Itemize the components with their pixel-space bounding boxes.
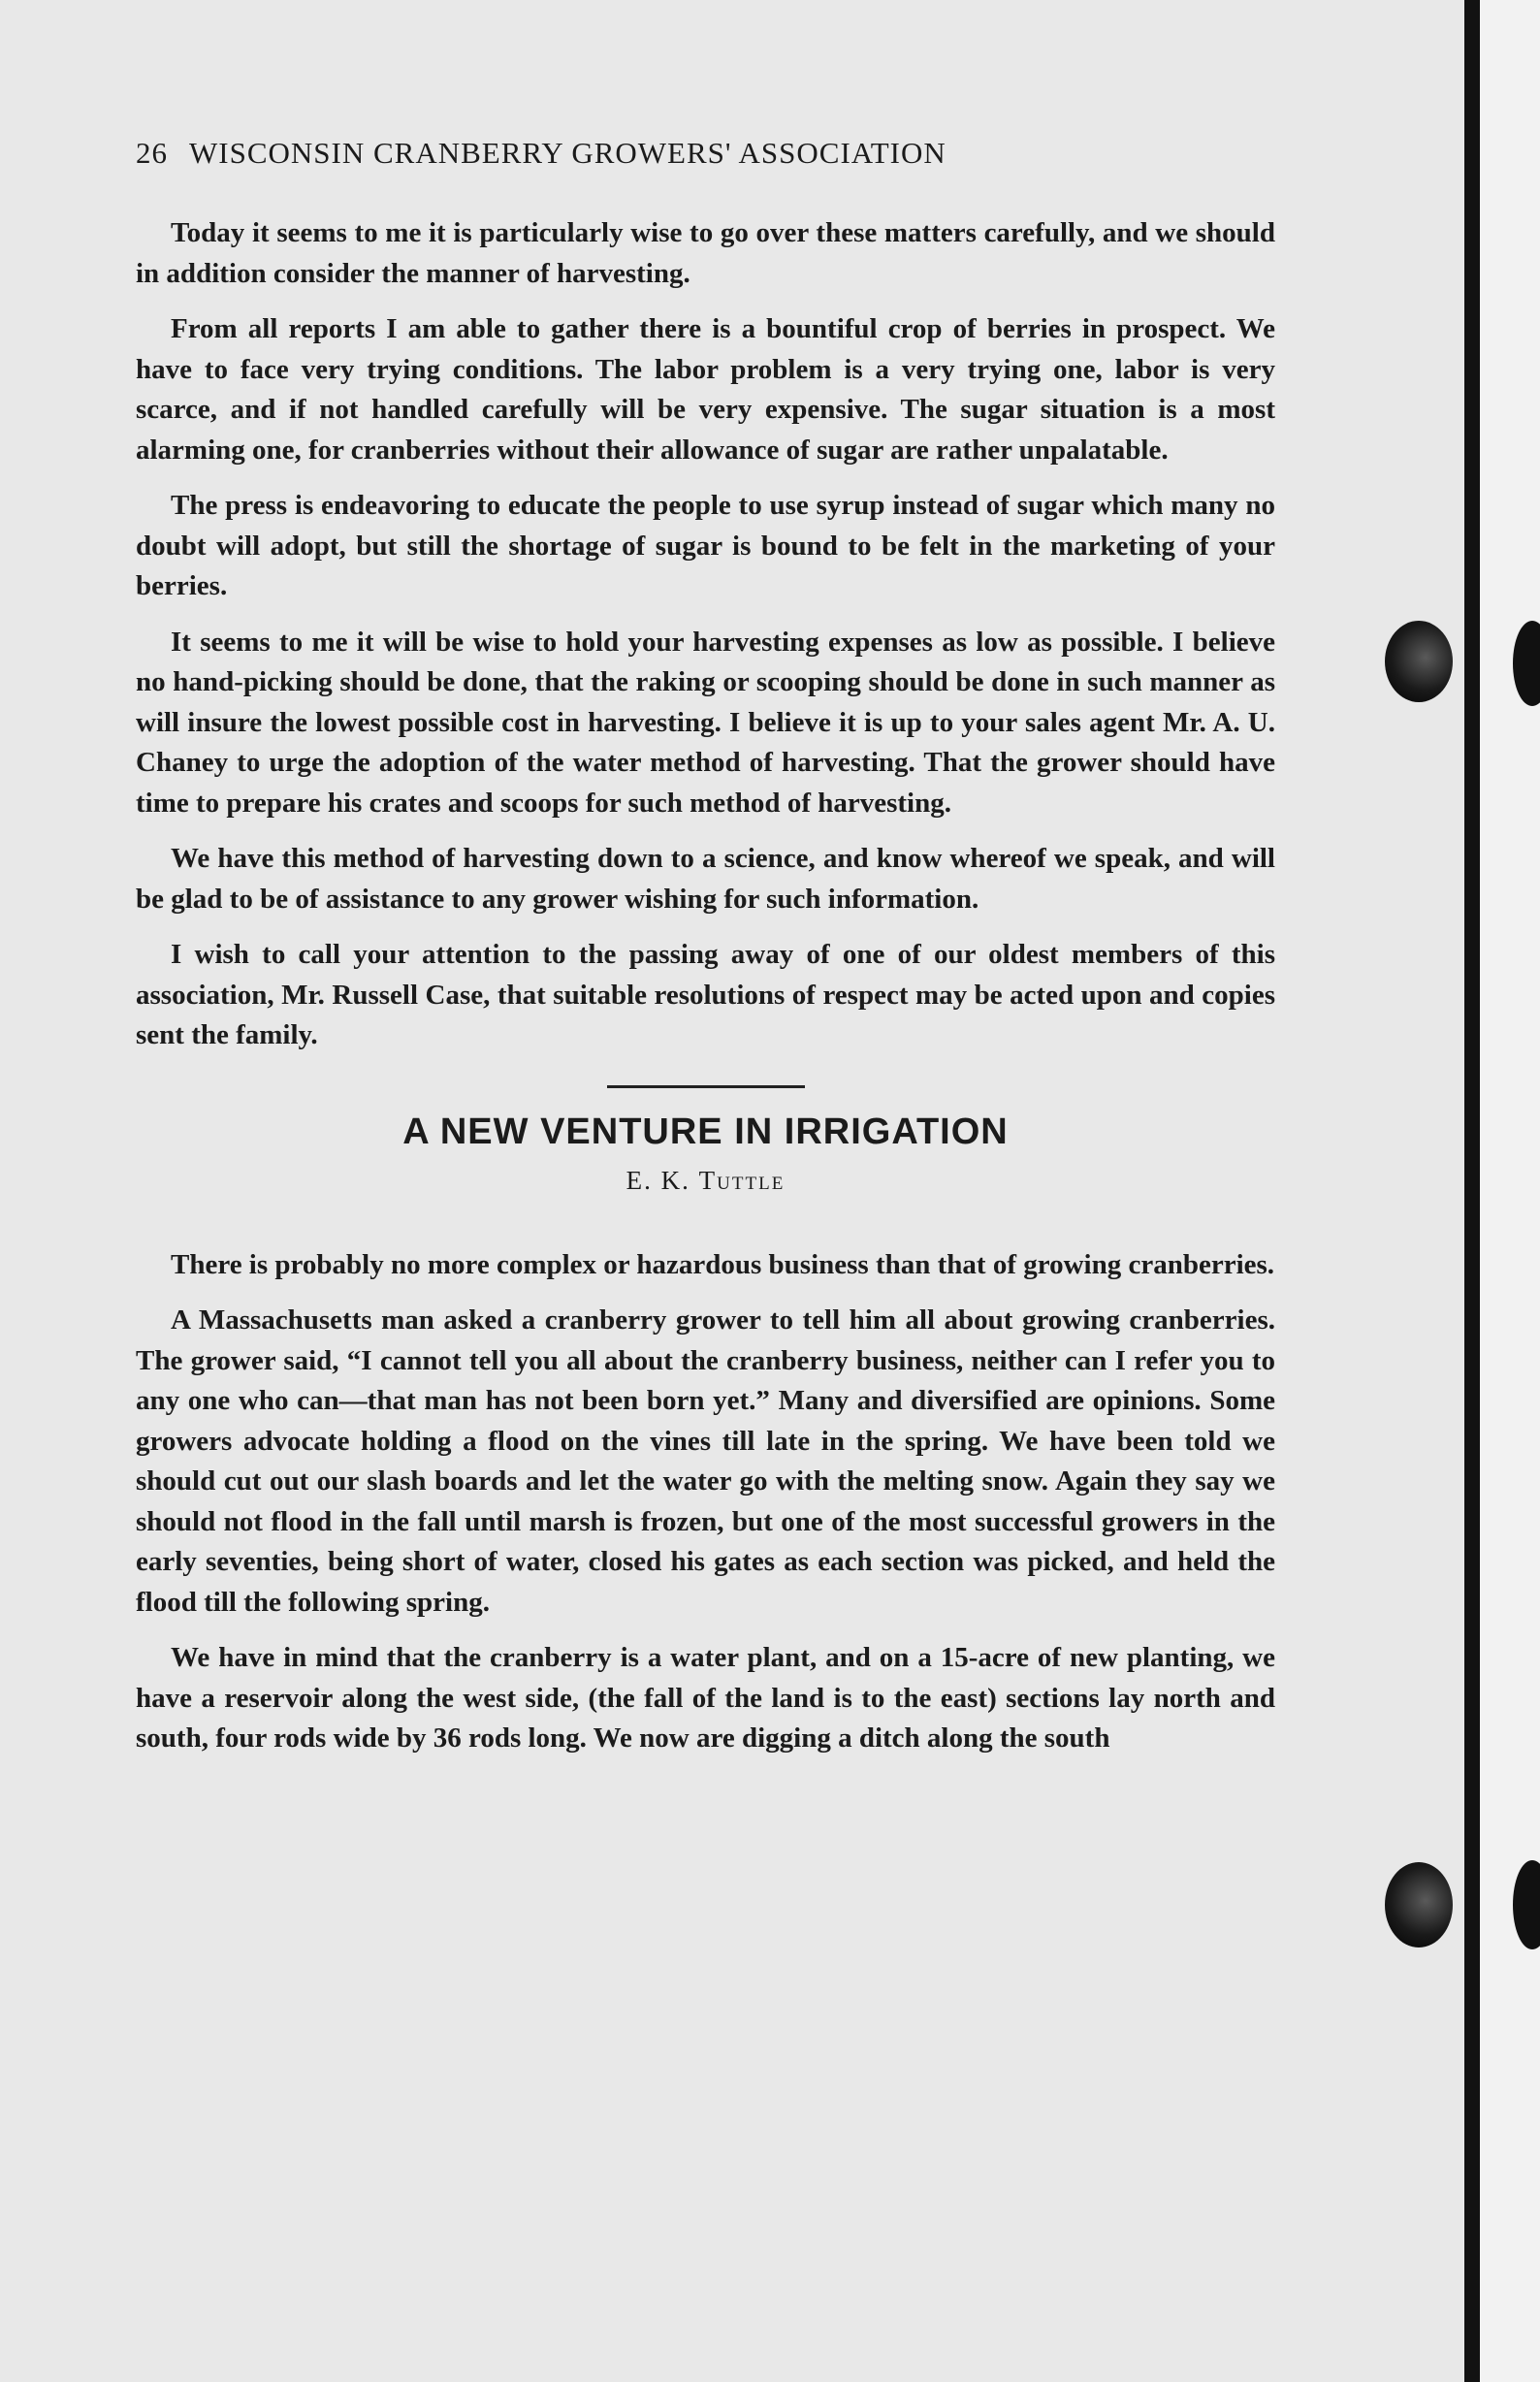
page-content <box>136 134 1275 1775</box>
binder-edge <box>1464 0 1480 2382</box>
body-paragraph: I wish to call your attention to the passing away of one of our oldest members of this association, Mr. Russell Case, that suitable resolutions of respect may be acted upon and copies sent the family. <box>136 939 1275 1050</box>
binder-hole <box>1385 1862 1453 1947</box>
running-header <box>136 134 1275 173</box>
body-paragraph: The press is endeavoring to educate the people to use syrup instead of sugar which many no doubt will adopt, but still the shortage of sugar is bound to be felt in the marketing of your berries. <box>136 490 1275 601</box>
body-paragraph: We have in mind that the cranberry is a water plant, and on a 15-acre of new planting, we have a reservoir along the west side, (the fall of the land is to the east) sections lay north and south, four rods wide by 36 rods long. We now are digging a ditch along the south <box>136 1642 1275 1754</box>
body-paragraph: It seems to me it will be wise to hold your harvesting expenses as low as possible. I believe no hand-picking should be done, that the raking or scooping should be done in such manner as will insure the lowest possible cost in harvesting. I believe it is up to your sales agent Mr. A. U. Chaney to urge the adoption of the water method of harvesting. That the grower should have time to prepare his crates and scoops for such method of harvesting. <box>136 626 1275 819</box>
author-initials: E. K. <box>626 1165 690 1195</box>
page-number: 26 <box>136 136 168 170</box>
body-paragraph: From all reports I am able to gather there is a bountiful crop of berries in prospect. We have to face very trying conditions. The labor problem is a very trying one, labor is very scarce, and if not handled carefully will be very expensive. The sugar situation is a most alarming one, for cranberries without their allowance of sugar are rather unpalatable. <box>136 313 1275 466</box>
article-author <box>136 1164 1275 1197</box>
binder-margin <box>1480 0 1540 2382</box>
article-title: A NEW VENTURE IN IRRIGATION <box>402 1111 1009 1152</box>
running-title: WISCONSIN CRANBERRY GROWERS' ASSOCIATION <box>189 136 946 170</box>
body-paragraph: A Massachusetts man asked a cranberry grower to tell him all about growing cranberries. The grower said, “I cannot tell you all about the cranberry business, neither can I refer you to any one who can—that man has not been born yet.” Many and diversified are opinions. Some growers advocate holding a flood on the vines till late in the spring. We have been told we should cut out our slash boards and let the water go with the melting snow. Again they say we should not flood in the fall until marsh is frozen, but one of the most successful growers in the early seventies, being short of water, closed his gates as each section was picked, and held the flood till the following spring. <box>136 1304 1275 1618</box>
body-paragraph: Today it seems to me it is particularly wise to go over these matters carefully, and we should in addition consider the manner of harvesting. <box>136 217 1275 289</box>
section-divider <box>607 1085 805 1088</box>
body-paragraph: We have this method of harvesting down to a science, and know whereof we speak, and will be glad to be of assistance to any grower wishing for such information. <box>136 843 1275 915</box>
binder-hole <box>1385 621 1453 702</box>
author-surname: Tuttle <box>698 1165 786 1195</box>
body-paragraph: There is probably no more complex or hazardous business than that of growing cranberries. <box>171 1248 1275 1280</box>
